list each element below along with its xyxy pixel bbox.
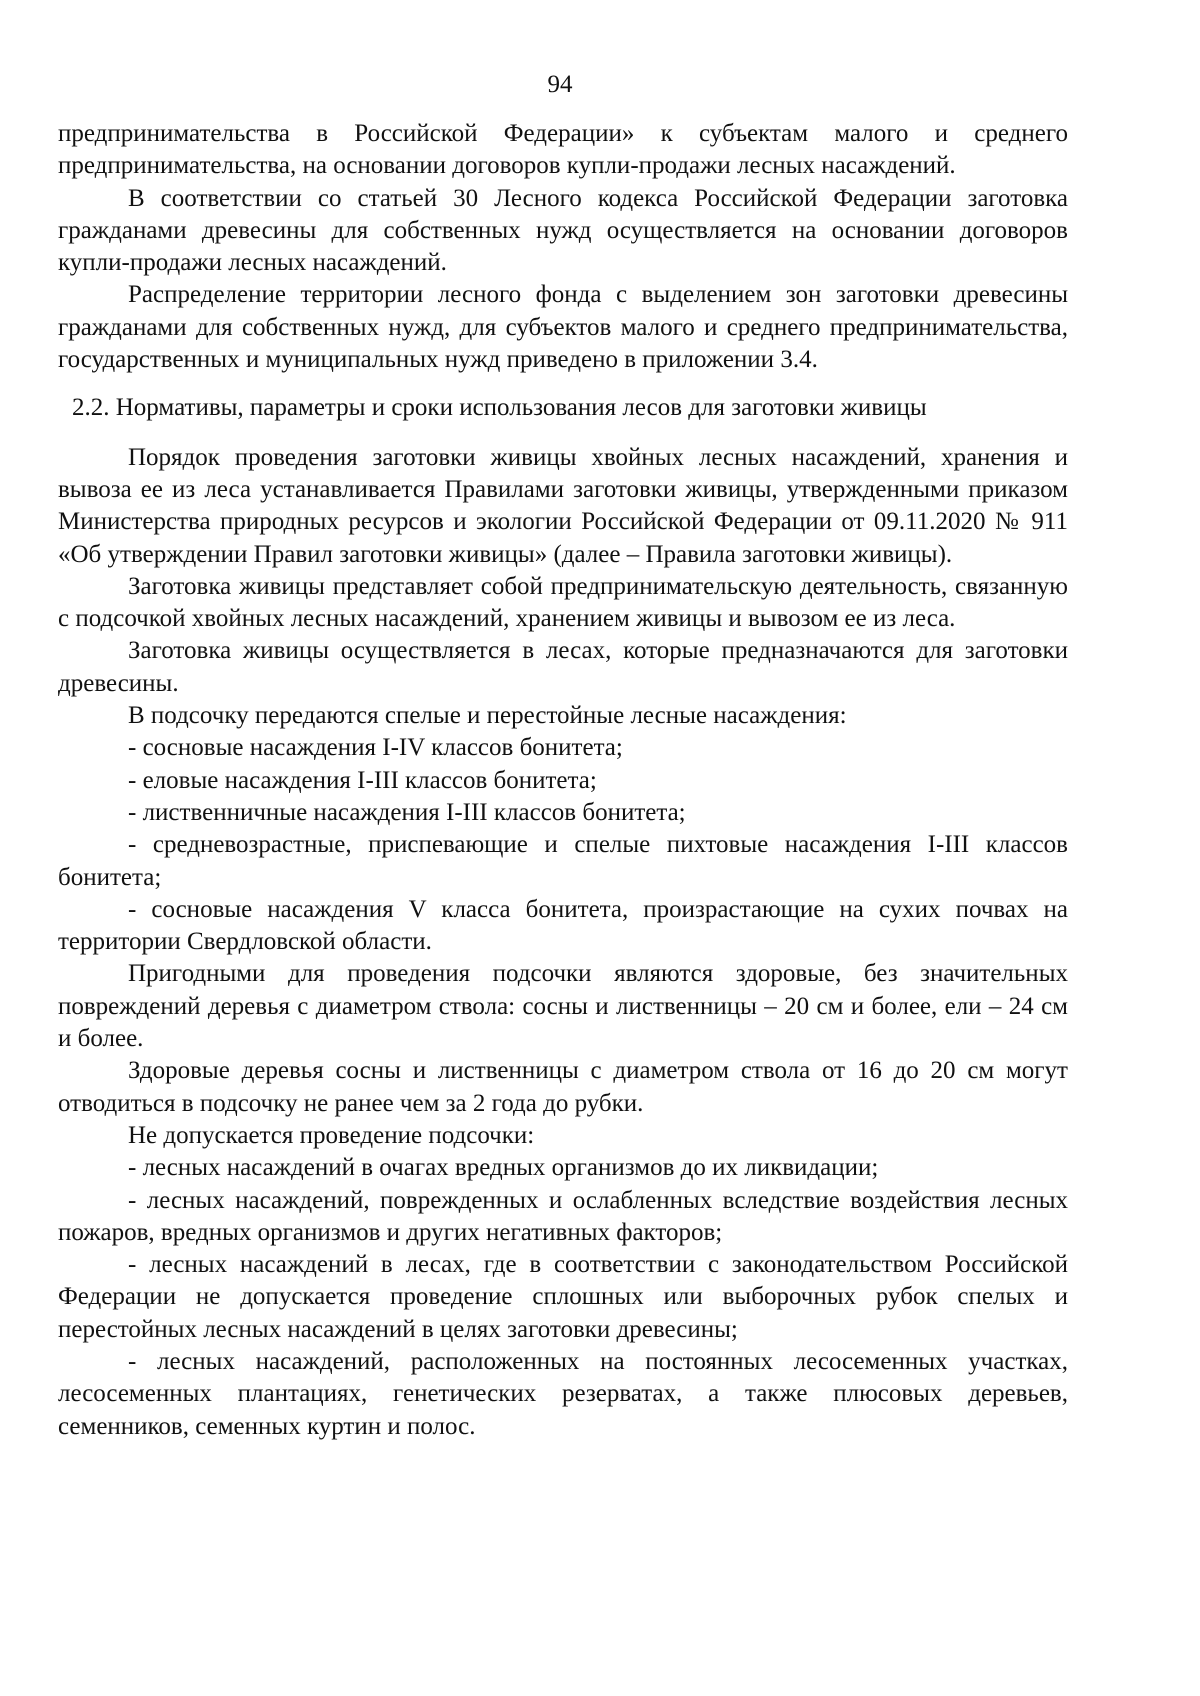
list-item: - лесных насаждений, поврежденных и ослабленных вследствие воздействия лесных пожаров, вредных организмов и других негативных факторов; (58, 1186, 1068, 1246)
paragraph: Заготовка живицы представляет собой предпринимательскую деятельность, связанную с подсочкой хвойных лесных насаждений, хранением живицы и вывозом ее из леса. (58, 572, 1068, 633)
page-number: 94 (547, 71, 573, 98)
list-item: - сосновые насаждения I-IV классов бонитета; (128, 734, 623, 762)
paragraph: В соответствии со статьей 30 Лесного кодекса Российской Федерации заготовка гражданами древесины для собственных нужд осуществляется на основании договоров купли-продажи лесных насаждений. (58, 184, 1068, 277)
paragraph: Здоровые деревья сосны и лиственницы с диаметром ствола от 16 до 20 см могут отводиться в подсочку не ранее чем за 2 года до рубки. (58, 1057, 1068, 1117)
list-item: - лиственничные насаждения I-III классов бонитета; (128, 798, 686, 826)
list-item: - еловые насаждения I-III классов бонитета; (128, 766, 597, 794)
list-item: - средневозрастные, приспевающие и спелые пихтовые насаждения I-III классов бонитета; (58, 831, 1068, 891)
section-heading: 2.2. Нормативы, параметры и сроки использования лесов для заготовки живицы (72, 394, 927, 422)
paragraph: В подсочку передаются спелые и перестойные лесные насаждения: (128, 702, 847, 730)
paragraph: Не допускается проведение подсочки: (128, 1121, 535, 1149)
paragraph: Порядок проведения заготовки живицы хвойных лесных насаждений, хранения и вывоза ее из леса устанавливается Правилами заготовки живицы, утвержденными приказом Министерства природных ресурсов и экологии Российской Федерации от 09.11.2020 № 911 «Об утверждении Правил заготовки живицы» (далее – Правила заготовки живицы). (58, 443, 1068, 568)
paragraph: Пригодными для проведения подсочки являются здоровые, без значительных повреждений деревья с диаметром ствола: сосны и лиственницы – 20 см и более, ели – 24 см и более. (58, 960, 1068, 1053)
paragraph: Распределение территории лесного фонда с выделением зон заготовки древесины гражданами для собственных нужд, для субъектов малого и среднего предпринимательства, государственных и муниципальных нужд приведено в приложении 3.4. (58, 281, 1068, 374)
paragraph: предпринимательства в Российской Федерации» к субъектам малого и среднего предпринимательства, на основании договоров купли-продажи лесных насаждений. (58, 120, 1068, 180)
list-item: - лесных насаждений в лесах, где в соответствии с законодательством Российской Федерации не допускается проведение сплошных или выборочных рубок спелых и перестойных лесных насаждений в целях заготовки древесины; (58, 1251, 1068, 1343)
page-body (58, 118, 1068, 1443)
list-item: - лесных насаждений, расположенных на постоянных лесосеменных участках, лесосеменных плантациях, генетических резерватах, а также плюсовых деревьев, семенников, семенных куртин и полос. (58, 1347, 1068, 1440)
list-item: - сосновые насаждения V класса бонитета, произрастающие на сухих почвах на территории Свердловской области. (58, 895, 1068, 956)
list-item: - лесных насаждений в очагах вредных организмов до их ликвидации; (128, 1154, 879, 1182)
paragraph: Заготовка живицы осуществляется в лесах, которые предназначаются для заготовки древесины. (58, 637, 1068, 697)
